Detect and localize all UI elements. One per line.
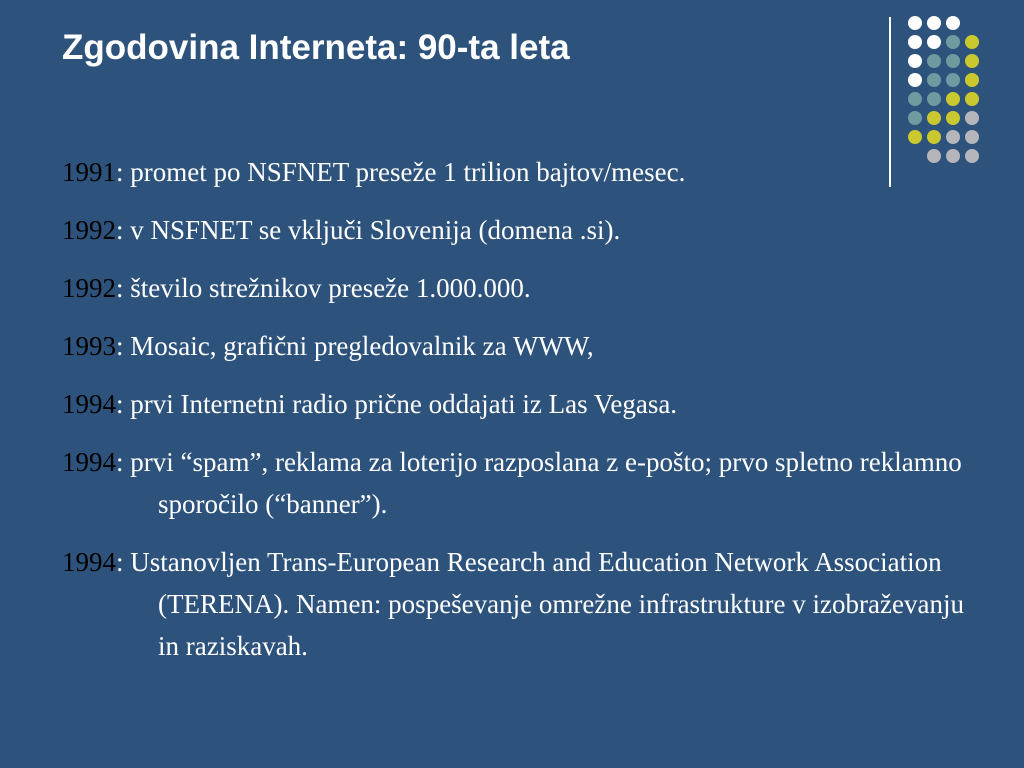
decorative-dot [946,73,960,87]
entry-text: : Ustanovljen Trans-European Research and Education Network Association (TERENA). Namen: pospeševanje omrežne infrastrukture v izobraževanju in raziskavah. [116,547,964,661]
entry-year: 1994 [62,447,116,477]
decorative-dot [908,16,922,30]
decorative-dot [946,130,960,144]
decorative-dot [927,16,941,30]
slide-title: Zgodovina Interneta: 90-ta leta [62,28,570,67]
entry-year: 1992 [62,273,116,303]
decorative-dot [908,92,922,106]
decorative-dot [927,92,941,106]
decorative-dot [927,35,941,49]
decorative-dot [965,130,979,144]
decorative-dot [908,35,922,49]
decorative-dot [927,73,941,87]
decorative-dot [965,54,979,68]
entry-year: 1991 [62,157,116,187]
decorative-dot [908,54,922,68]
entry-text: : število strežnikov preseže 1.000.000. [116,273,531,303]
decorative-dot [908,73,922,87]
timeline-entry [62,267,982,309]
decorative-dot [946,35,960,49]
timeline-entry [62,441,982,525]
decorative-dot [965,92,979,106]
timeline-entry [62,209,982,251]
decorative-dot [946,92,960,106]
entry-year: 1992 [62,215,116,245]
entry-text: : prvi Internetni radio prične oddajati iz Las Vegasa. [116,389,678,419]
entry-year: 1994 [62,547,116,577]
entry-text: : Mosaic, grafični pregledovalnik za WWW, [116,331,594,361]
entry-text: : promet po NSFNET preseže 1 trilion bajtov/mesec. [116,157,686,187]
decorative-dot [927,130,941,144]
entry-year: 1994 [62,389,116,419]
decorative-dot [946,111,960,125]
decorative-dot [927,54,941,68]
timeline-list [62,151,982,683]
decorative-dot [927,111,941,125]
decorative-dot [946,54,960,68]
entry-text: : v NSFNET se vključi Slovenija (domena .si). [116,215,621,245]
entry-text: : prvi “spam”, reklama za loterijo razposlana z e-pošto; prvo spletno reklamno sporočilo (“banner”). [116,447,962,519]
decorative-dot [965,73,979,87]
decorative-dot [908,111,922,125]
entry-year: 1993 [62,331,116,361]
decorative-dot-grid [906,14,1006,166]
timeline-entry [62,151,982,193]
decorative-dot [965,111,979,125]
timeline-entry [62,325,982,367]
timeline-entry [62,383,982,425]
decorative-dot [908,130,922,144]
decorative-dot [965,35,979,49]
decorative-dot [946,16,960,30]
timeline-entry [62,541,982,667]
